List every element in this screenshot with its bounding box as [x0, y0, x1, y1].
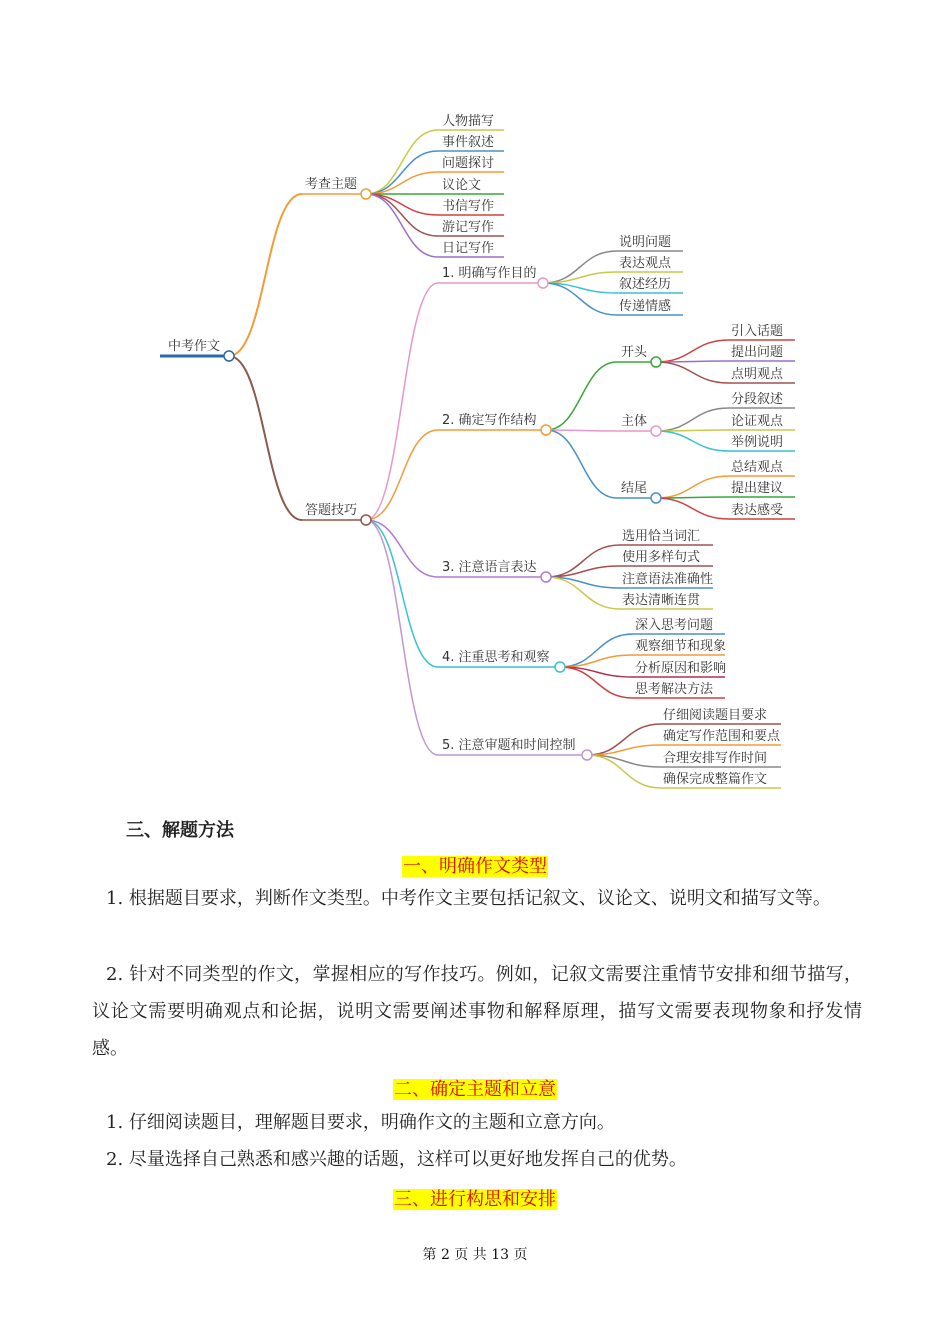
page-footer: 第 2 页 共 13 页: [422, 1247, 528, 1263]
branch-label-0: 考查主题: [305, 177, 358, 192]
paragraph-4: 2. 尽量选择自己熟悉和感兴趣的话题，这样可以更好地发挥自己的优势。: [106, 1149, 687, 1170]
leaf-label: 游记写作: [442, 220, 495, 235]
leaf-label: 提出建议: [731, 481, 784, 496]
leaf-label: 表达清晰连贯: [622, 593, 701, 608]
topic-line: [366, 520, 438, 755]
leaf-label: 点明观点: [731, 367, 784, 382]
root-node: [224, 351, 234, 361]
leaf-line: [656, 498, 729, 519]
leaf-label: 思考解决方法: [635, 682, 714, 697]
topic-node: [582, 750, 592, 760]
paragraph-1: 1. 根据题目要求，判断作文类型。中考作文主要包括记叙文、议论文、说明文和描写文等。: [106, 888, 831, 909]
branch-node-0: [361, 189, 371, 199]
sub-node: [651, 426, 661, 436]
sub-label: 结尾: [621, 481, 648, 496]
leaf-line: [656, 431, 729, 451]
leaf-line: [366, 130, 438, 194]
heading-3-text: 三、进行构思和安排: [394, 1189, 556, 1210]
sub-line: [546, 430, 617, 498]
topic-line: [366, 520, 438, 667]
branch-line-0: [229, 194, 302, 356]
leaf-label: 表达观点: [619, 256, 672, 271]
leaf-line: [366, 172, 438, 194]
leaf-label: 提出问题: [731, 345, 784, 360]
leaf-label: 论证观点: [731, 414, 784, 429]
leaf-line: [656, 408, 729, 431]
sub-label: 主体: [621, 414, 648, 429]
branch-node-1: [361, 515, 371, 525]
topic-label: 5. 注意审题和时间控制: [442, 738, 576, 753]
topic-node: [555, 662, 565, 672]
leaf-label: 使用多样句式: [622, 550, 701, 565]
root-label: 中考作文: [168, 339, 221, 354]
leaf-label: 日记写作: [442, 241, 495, 256]
leaf-label: 人物描写: [442, 114, 495, 129]
sub-label: 开头: [621, 345, 648, 360]
leaf-line: [366, 194, 438, 215]
branch-label-1: 答题技巧: [305, 503, 358, 518]
topic-label: 2. 确定写作结构: [442, 413, 537, 428]
paragraph-3: 1. 仔细阅读题目，理解题目要求，明确作文的主题和立意方向。: [106, 1112, 615, 1133]
leaf-label: 确保完成整篇作文: [663, 772, 768, 787]
section-title: 三、解题方法: [126, 820, 234, 841]
leaf-label: 表达感受: [731, 503, 784, 518]
leaf-line: [656, 340, 729, 362]
leaf-label: 举例说明: [731, 435, 784, 450]
topic-node: [541, 572, 551, 582]
heading-2: [0, 1075, 950, 1101]
leaf-label: 书信写作: [442, 199, 495, 214]
topic-node: [541, 425, 551, 435]
heading-3: [0, 1185, 950, 1211]
leaf-label: 深入思考问题: [635, 618, 714, 633]
leaf-label: 议论文: [442, 178, 482, 193]
leaf-label: 选用恰当词汇: [622, 529, 701, 544]
heading-1: [0, 852, 950, 878]
sub-line: [546, 430, 617, 431]
leaf-label: 说明问题: [619, 235, 672, 250]
leaf-line: [366, 194, 438, 257]
leaf-label: 注意语法准确性: [622, 572, 714, 587]
leaf-label: 传递情感: [619, 299, 672, 314]
leaf-line: [656, 476, 729, 498]
topic-line: [366, 283, 438, 520]
leaf-label: 合理安排写作时间: [663, 751, 768, 766]
sub-line: [546, 362, 617, 430]
topic-line: [366, 430, 438, 520]
heading-1-text: 一、明确作文类型: [403, 856, 547, 877]
leaf-line: [587, 755, 661, 788]
leaf-label: 叙述经历: [619, 277, 672, 292]
topic-label: 3. 注意语言表达: [442, 560, 537, 575]
sub-node: [651, 357, 661, 367]
topic-node: [538, 278, 548, 288]
leaf-label: 总结观点: [731, 460, 784, 475]
topic-label: 1. 明确写作目的: [442, 266, 537, 281]
leaf-label: 引入话题: [731, 324, 784, 339]
leaf-label: 分段叙述: [731, 392, 784, 407]
branch-line-1: [229, 356, 302, 520]
topic-label: 4. 注重思考和观察: [442, 650, 550, 665]
leaf-label: 确定写作范围和要点: [663, 729, 781, 744]
leaf-label: 事件叙述: [442, 135, 495, 150]
leaf-label: 分析原因和影响: [635, 661, 727, 676]
heading-2-text: 二、确定主题和立意: [394, 1079, 556, 1100]
leaf-label: 仔细阅读题目要求: [663, 708, 768, 723]
leaf-label: 观察细节和现象: [635, 639, 727, 654]
leaf-line: [560, 634, 633, 667]
leaf-label: 问题探讨: [442, 156, 495, 171]
paragraph-2: 2. 针对不同类型的作文，掌握相应的写作技巧。例如，记叙文需要注重情节安排和细节描写，议论文需要明确观点和论据，说明文需要阐述事物和解释原理，描写文需要表现物象和抒发情感。: [92, 964, 862, 1059]
leaf-line: [656, 362, 729, 383]
sub-node: [651, 493, 661, 503]
